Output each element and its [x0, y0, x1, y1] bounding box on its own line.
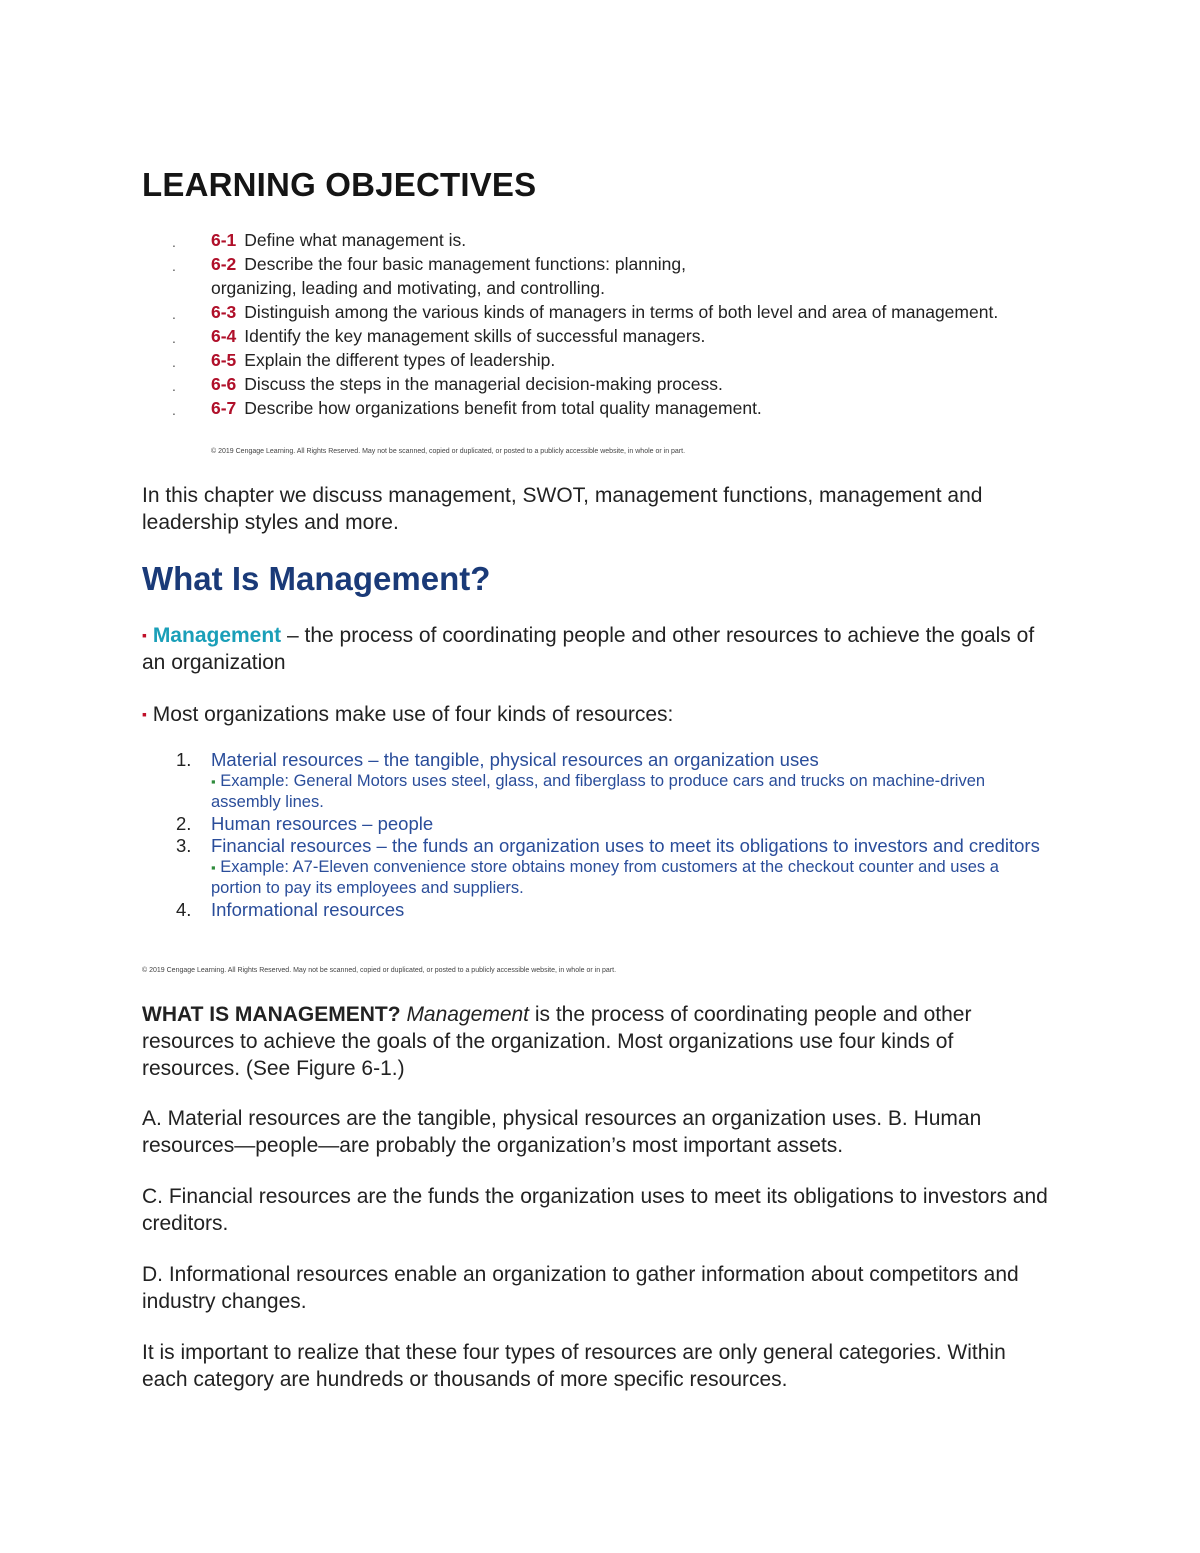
objective-text: Distinguish among the various kinds of managers in terms of both level and area of management. [244, 302, 999, 322]
resource-text: Informational resources [211, 899, 405, 920]
objective-code: 6-7 [211, 398, 237, 418]
list-number: 4. [176, 899, 192, 920]
objective-text: Identify the key management skills of successful managers. [244, 326, 706, 346]
objective-text: Discuss the steps in the managerial decision-making process. [244, 374, 723, 394]
resource-item [142, 813, 1052, 835]
body-paragraph: It is important to realize that these four types of resources are only general categories. Within each category are hundreds or thousands of more specific resources. [142, 1341, 1006, 1391]
objective-code: 6-2 [211, 254, 237, 274]
copyright-notice: © 2019 Cengage Learning. All Rights Reserved. May not be scanned, copied or duplicated, or posted to a publicly accessible website, in whole or in part. [142, 967, 617, 974]
learning-objectives-title: LEARNING OBJECTIVES [142, 166, 537, 203]
objective-code: 6-3 [211, 302, 237, 322]
objective-text: Describe how organizations benefit from total quality management. [244, 398, 762, 418]
objective-code: 6-1 [211, 230, 237, 250]
objective-item [142, 252, 1042, 300]
management-definition [142, 622, 1057, 676]
objective-code: 6-6 [211, 374, 237, 394]
example-text: Example: A7-Eleven convenience store obtains money from customers at the checkout counter and uses a portion to pay its employees and suppliers. [211, 858, 999, 897]
bullet-dot: . [172, 354, 176, 370]
paragraph-text: is the process of coordinating people and other resources to achieve the goals of the organization. Most organizations use four kinds of resources. (See Figure 6-1.) [142, 1003, 972, 1080]
list-number: 2. [176, 813, 192, 834]
bullet-dot: . [172, 378, 176, 394]
objective-text: Define what management is. [244, 230, 467, 250]
emphasized-term: Management [406, 1003, 530, 1026]
objective-code: 6-5 [211, 350, 237, 370]
body-paragraph [142, 1001, 1057, 1082]
list-number: 3. [176, 835, 192, 856]
section-heading: What Is Management? [142, 560, 491, 597]
objective-item [142, 348, 1042, 372]
resource-item [142, 899, 1052, 921]
resources-intro-text: Most organizations make use of four kinds of resources: [146, 703, 674, 726]
objective-text-continued: organizing, leading and motivating, and controlling. [211, 278, 606, 298]
square-bullet-icon: ▪ [142, 627, 147, 643]
objective-item [142, 228, 1042, 252]
chapter-intro: In this chapter we discuss management, SWOT, management functions, management and leadership styles and more. [142, 484, 983, 534]
square-bullet-icon: ▪ [142, 706, 147, 722]
resources-intro [142, 701, 1057, 728]
resources-list [142, 749, 1052, 921]
bullet-dot: . [172, 306, 176, 322]
resource-example [211, 857, 1052, 898]
resource-item [142, 835, 1052, 898]
bullet-dot: . [172, 258, 176, 274]
square-bullet-icon: ▪ [211, 860, 216, 875]
resource-example [211, 771, 1052, 812]
bullet-dot: . [172, 402, 176, 418]
resource-item [142, 749, 1052, 812]
objective-text: Describe the four basic management functions: planning, [244, 254, 686, 274]
bullet-dot: . [172, 234, 176, 250]
resource-text: Human resources – people [211, 813, 434, 834]
objective-item [142, 300, 1042, 324]
square-bullet-icon: ▪ [211, 774, 216, 789]
objective-text: Explain the different types of leadership. [244, 350, 556, 370]
objective-item [142, 396, 1042, 420]
example-text: Example: General Motors uses steel, glass, and fiberglass to produce cars and trucks on machine-driven assembly lines. [211, 772, 986, 811]
definition-term: Management [152, 624, 282, 647]
objectives-list [142, 228, 1042, 420]
paragraph-heading: WHAT IS MANAGEMENT? [142, 1003, 401, 1026]
body-paragraph: A. Material resources are the tangible, physical resources an organization uses. B. Human resources—people—are probably the organization’s most important assets. [142, 1107, 982, 1157]
copyright-notice: © 2019 Cengage Learning. All Rights Reserved. May not be scanned, copied or duplicated, or posted to a publicly accessible website, in whole or in part. [211, 448, 686, 455]
list-number: 1. [176, 749, 192, 770]
objective-code: 6-4 [211, 326, 237, 346]
bullet-dot: . [172, 330, 176, 346]
objective-item [142, 324, 1042, 348]
resource-text: Material resources – the tangible, physical resources an organization uses [211, 749, 819, 770]
body-paragraph: C. Financial resources are the funds the organization uses to meet its obligations to investors and creditors. [142, 1185, 1048, 1235]
resource-text: Financial resources – the funds an organization uses to meet its obligations to investors and creditors [211, 835, 1040, 856]
objective-item [142, 372, 1042, 396]
body-paragraph: D. Informational resources enable an organization to gather information about competitors and industry changes. [142, 1263, 1019, 1313]
definition-text: – the process of coordinating people and other resources to achieve the goals of an organization [142, 624, 1035, 674]
